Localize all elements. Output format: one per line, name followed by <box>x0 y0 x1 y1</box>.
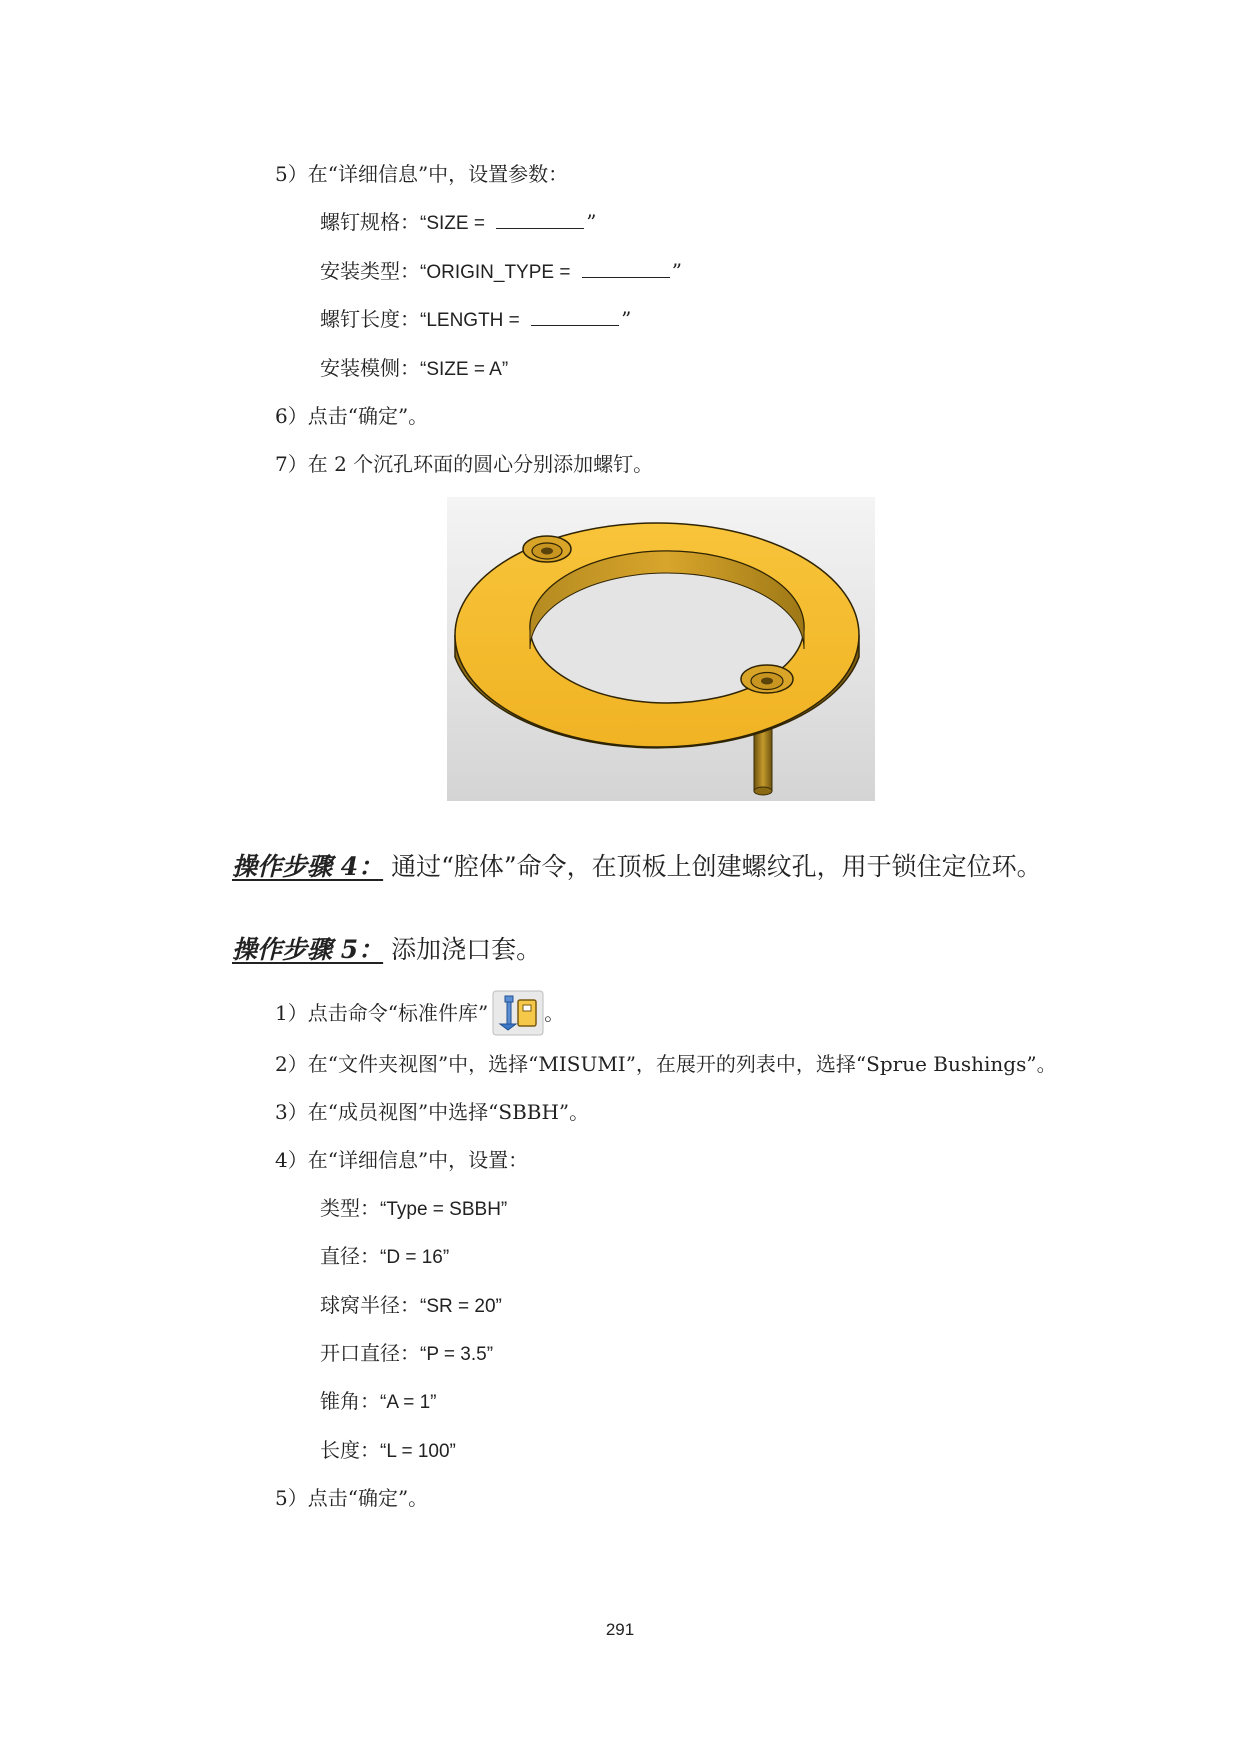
step1-period: 。 <box>544 1001 565 1025</box>
taper-angle-value: “A = 1” <box>380 1392 437 1413</box>
length-value: “L = 100” <box>380 1441 456 1462</box>
origin-type-close: ” <box>671 259 682 283</box>
screw-size-close: ” <box>586 210 597 234</box>
screw-length-label: 螺钉长度： <box>320 307 420 331</box>
operation5-text: 添加浇口套。 <box>391 935 542 964</box>
origin-type-param <box>320 257 682 287</box>
screw-shank-right <box>754 727 772 791</box>
page-number: 291 <box>605 1620 635 1639</box>
mount-side-label: 安装模侧： <box>320 356 420 380</box>
operation4-text: 通过“腔体”命令，在顶板上创建螺纹孔，用于锁住定位环。 <box>391 852 1042 881</box>
diameter-value: “D = 16” <box>380 1247 450 1268</box>
step2 <box>275 1050 1057 1078</box>
mount-side-param <box>320 354 508 384</box>
taper-angle-param <box>320 1387 437 1417</box>
step2-text: 2）在“文件夹视图”中，选择“MISUMI”，在展开的列表中，选择“Sprue Bushings”。 <box>275 1052 1057 1076</box>
screw-length-param <box>320 305 631 335</box>
step3: 3）在“成员视图”中选择“SBBH”。 <box>275 1100 590 1124</box>
operation5-heading <box>232 933 541 967</box>
locating-ring-figure <box>447 497 875 801</box>
opening-diameter-param <box>320 1339 493 1369</box>
screw-size-value: “SIZE = <box>420 213 491 234</box>
type-value: “Type = SBBH” <box>380 1199 508 1220</box>
screw-length-close: ” <box>621 307 632 331</box>
taper-angle-label: 锥角： <box>320 1389 380 1413</box>
step5-confirm: 5）点击“确定”。 <box>275 1486 429 1510</box>
sphere-radius-label: 球窝半径： <box>320 1293 420 1317</box>
standard-part-library-icon[interactable] <box>492 990 544 1036</box>
type-label: 类型： <box>320 1196 380 1220</box>
type-param <box>320 1194 507 1224</box>
hex-socket-left <box>541 548 553 555</box>
operation5-step-label: 操作步骤 5： <box>232 935 384 964</box>
operation4-step-label: 操作步骤 4： <box>232 852 384 881</box>
step1-text: 1）点击命令“标准件库” <box>275 1001 489 1025</box>
fill-blank <box>496 210 584 229</box>
fill-blank <box>531 307 619 326</box>
diameter-param <box>320 1242 449 1272</box>
screw-size-label: 螺钉规格： <box>320 210 420 234</box>
mount-side-value: “SIZE = A” <box>420 359 509 380</box>
length-param <box>320 1436 456 1466</box>
diameter-label: 直径： <box>320 1244 380 1268</box>
origin-type-value: “ORIGIN_TYPE = <box>420 262 576 283</box>
sphere-radius-value: “SR = 20” <box>420 1296 502 1317</box>
operation4-heading <box>232 850 1042 884</box>
screw-tip-right <box>754 787 772 795</box>
screw-length-value: “LENGTH = <box>420 310 526 331</box>
sphere-radius-param <box>320 1291 502 1321</box>
screw-size-param <box>320 208 596 238</box>
step7: 7）在 2 个沉孔环面的圆心分别添加螺钉。 <box>275 452 654 476</box>
origin-type-label: 安装类型： <box>320 259 420 283</box>
opening-diameter-value: “P = 3.5” <box>420 1344 494 1365</box>
hex-socket-right <box>761 678 773 685</box>
step5-title: 5）在“详细信息”中，设置参数： <box>275 162 569 186</box>
opening-diameter-label: 开口直径： <box>320 1341 420 1365</box>
locating-ring-illustration <box>447 497 875 801</box>
step6: 6）点击“确定”。 <box>275 404 429 428</box>
length-label: 长度： <box>320 1438 380 1462</box>
step4: 4）在“详细信息”中，设置： <box>275 1148 529 1172</box>
step1-line <box>275 990 564 1036</box>
fill-blank <box>582 259 670 278</box>
